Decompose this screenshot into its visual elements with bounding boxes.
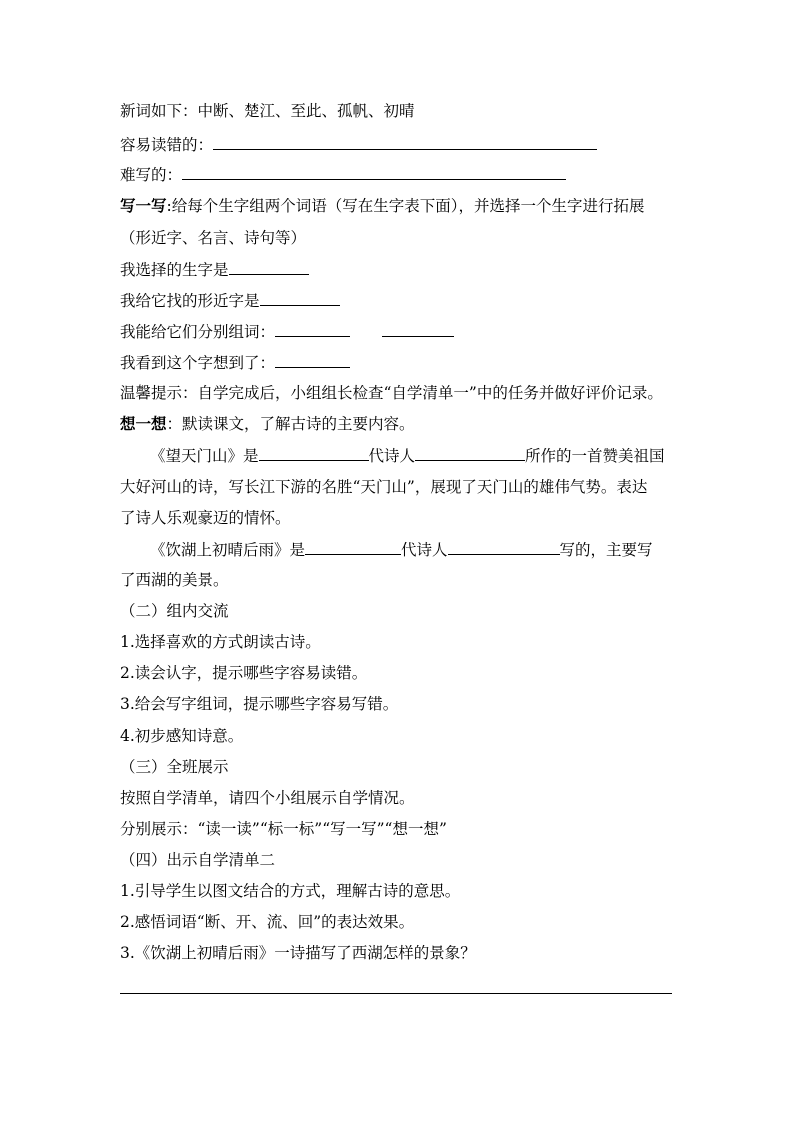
poem1-line-2-text: 大好河山的诗，写长江下游的名胜“天门山”，展现了天门山的雄伟气势。表达 <box>120 478 648 496</box>
poem1-line-3-text: 了诗人乐观豪迈的情怀。 <box>120 509 291 527</box>
write-instruction-text: :给每个生字组两个词语（写在生字表下面），并选择一个生字进行拓展 <box>166 197 645 215</box>
show-text: 按照自学清单，请四个小组展示自学情况。 <box>120 789 415 807</box>
hard-write-blank[interactable] <box>182 164 566 180</box>
item-4-2-text: 2.感悟词语“断、开、流、回”的表达效果。 <box>120 913 415 931</box>
tip-text: 温馨提示：自学完成后，小组组长检查“自学清单一”中的任务并做好评价记录。 <box>120 384 663 402</box>
poem2-dynasty-blank[interactable] <box>305 539 401 555</box>
poem1-poet-text: 代诗人 <box>368 447 416 465</box>
list-item <box>120 632 321 652</box>
item-4-3-text: 3.《饮湖上初晴后雨》一诗描写了西湖怎样的景象？ <box>120 944 476 962</box>
poem1-dynasty-blank[interactable] <box>259 445 369 461</box>
section-2-title: （二）组内交流 <box>120 602 229 620</box>
think-line <box>120 414 415 434</box>
poem1-line-3 <box>120 508 291 528</box>
poem2-line-2 <box>120 570 229 590</box>
similar-char-label: 我给它找的形近字是 <box>120 292 260 310</box>
write-instruction-line <box>120 196 645 216</box>
write-instruction-text-2: （形近字、名言、诗句等） <box>120 229 307 247</box>
list-item <box>120 881 460 901</box>
poem2-poet-text: 代诗人 <box>401 541 448 559</box>
list-item <box>120 694 398 714</box>
tip-line <box>120 383 663 403</box>
chosen-char-line <box>120 259 309 280</box>
new-words-line <box>120 101 415 121</box>
think-section-label: 想一想 <box>120 414 167 433</box>
list-item <box>120 726 243 746</box>
section-3-heading <box>120 757 229 777</box>
poem1-end-text: 所作的一首赞美祖国 <box>525 447 665 465</box>
poem2-poet-blank[interactable] <box>448 539 560 555</box>
section-4-title: （四）出示自学清单二 <box>120 851 276 869</box>
section-4-heading <box>120 850 275 870</box>
easy-misread-blank[interactable] <box>213 134 597 150</box>
poem1-poet-blank[interactable] <box>415 445 525 461</box>
thought-of-line <box>120 352 350 373</box>
section-3-title: （三）全班展示 <box>120 758 229 776</box>
poem1-line-1 <box>150 445 665 466</box>
answer-line[interactable] <box>120 993 672 994</box>
item-2-2-text: 2.读会认字，提示哪些字容易读错。 <box>120 664 368 682</box>
section-2-heading <box>120 601 229 621</box>
think-text: ：默读课文，了解古诗的主要内容。 <box>166 415 415 433</box>
thought-of-label: 我看到这个字想到了： <box>120 354 276 372</box>
compose-words-blank-1[interactable] <box>275 321 350 337</box>
poem1-line-2 <box>120 477 647 497</box>
new-words-text: 新词如下：中断、楚江、至此、孤帆、初晴 <box>120 102 415 120</box>
write-instruction-line-2 <box>120 228 306 248</box>
item-4-1-text: 1.引导学生以图文结合的方式，理解古诗的意思。 <box>120 882 461 900</box>
poem2-end-text: 写的，主要写 <box>559 541 653 559</box>
show-items-line <box>120 819 447 839</box>
poem2-line-1 <box>150 539 653 560</box>
chosen-char-label: 我选择的生字是 <box>120 261 229 279</box>
compose-words-line <box>120 321 454 342</box>
easy-misread-label: 容易读错的： <box>120 136 214 154</box>
compose-words-blank-2[interactable] <box>382 321 454 337</box>
poem2-title-text: 《饮湖上初晴后雨》是 <box>150 541 306 559</box>
hard-write-line <box>120 164 566 185</box>
list-item <box>120 912 414 932</box>
compose-words-label: 我能给它们分别组词： <box>120 323 276 341</box>
hard-write-label: 难写的： <box>120 166 183 184</box>
write-section-label: 写一写 <box>120 196 167 215</box>
poem1-title-text: 《望天门山》是 <box>150 447 259 465</box>
list-item <box>120 663 367 683</box>
item-2-4-text: 4.初步感知诗意。 <box>120 727 244 745</box>
show-text-line <box>120 788 415 808</box>
similar-char-blank[interactable] <box>260 290 340 306</box>
item-2-3-text: 3.给会写字组词，提示哪些字容易写错。 <box>120 695 399 713</box>
list-item <box>120 943 476 963</box>
thought-of-blank[interactable] <box>275 352 350 368</box>
chosen-char-blank[interactable] <box>229 259 309 275</box>
easy-misread-line <box>120 134 597 155</box>
similar-char-line <box>120 290 340 311</box>
poem2-line-2-text: 了西湖的美景。 <box>120 571 229 589</box>
show-items-text: 分别展示：“读一读”“标一标”“写一写”“想一想” <box>120 820 447 838</box>
item-2-1-text: 1.选择喜欢的方式朗读古诗。 <box>120 633 321 651</box>
